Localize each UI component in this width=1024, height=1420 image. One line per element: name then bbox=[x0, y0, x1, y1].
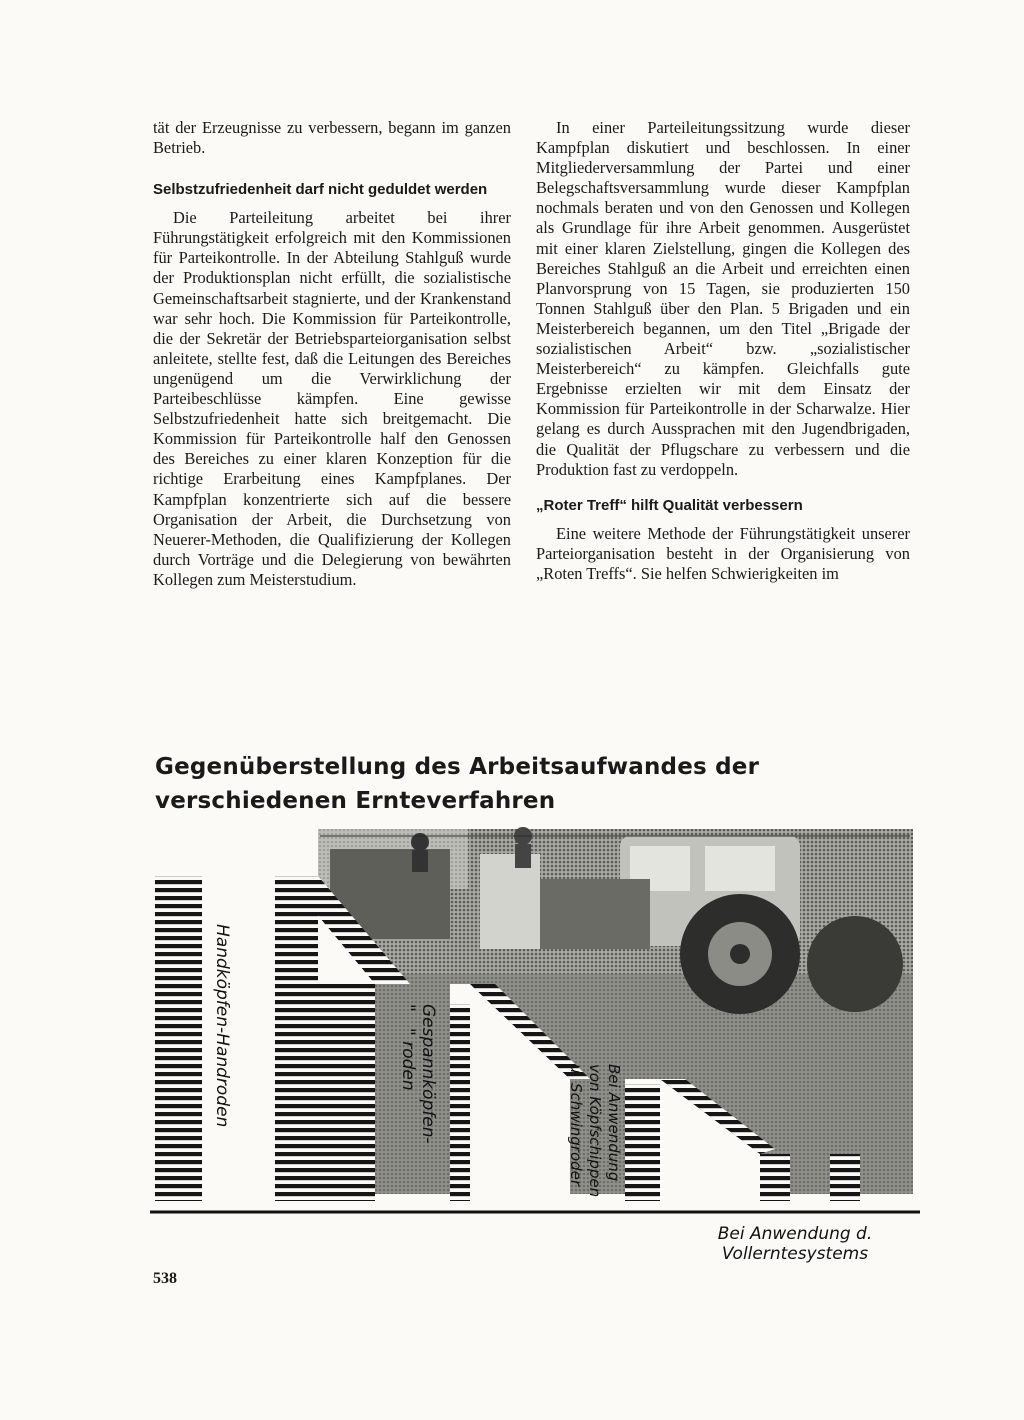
section-heading: Selbstzufriedenheit darf nicht geduldet werden bbox=[153, 181, 488, 199]
right-text-column bbox=[536, 118, 910, 584]
bar-label-hand: Handköpfen-Handroden bbox=[212, 924, 232, 1128]
figure-graphic bbox=[150, 824, 920, 1224]
paragraph: Die Parteileitung arbeitet bei ihrer Führungstätigkeit erfolgreich mit den Kommissionen für Parteikontrolle. In der Abteilung Stahlguß wurde der Produktionsplan nicht erfüllt, die sozialistische Gemeinschaftsarbeit stagnierte, und der Krankenstand war sehr hoch. Die Kommission für Parteikontrolle, die der Sekretär der Betriebsparteiorganisation selbst anleitete, stellte fest, daß die Leitungen des Bereiches ungenügend um die Verwirklichung der Parteibeschlüsse kämpfen. Eine gewisse Selbstzufriedenheit hatte sich breitgemacht. Die Kommission für Parteikontrolle half den Genossen des Bereiches zu einer klaren Konzeption für die richtige Erarbeitung eines Kampfplanes. Der Kampfplan konzentrierte sich auf die bessere Organisation der Arbeit, die Durchsetzung von Neuerer-Methoden, die Qualifizierung der Kollegen durch Vorträge und die Delegierung von bewährten Kollegen zum Meisterstudium. bbox=[153, 208, 511, 589]
harvest-comparison-figure bbox=[150, 824, 920, 1224]
paragraph: Eine weitere Methode der Führungstätigkeit unserer Parteiorganisation besteht in der Organisierung von „Roten Treffs“. Sie helfen Schwierigkeiten im bbox=[536, 523, 910, 583]
paragraph: tät der Erzeugnisse zu verbessern, begann im ganzen Betrieb. bbox=[153, 118, 511, 158]
section-heading: „Roter Treff“ hilft Qualität verbessern bbox=[536, 496, 803, 514]
figure-caption: Bei Anwendung d. Vollerntesystems bbox=[717, 1224, 873, 1264]
bar-4-stripes bbox=[625, 1084, 660, 1201]
paragraph: In einer Parteileitungssitzung wurde dieser Kampfplan diskutiert und beschlossen. In einer Mitgliederversammlung der Partei und einer Belegschaftsversammlung wurde dieser Kampfplan nochmals beraten und von den Genossen und Kollegen als Grundlage für ihre Arbeit genommen. Ausgerüstet mit einer klaren Zielstellung, gingen die Kollegen des Bereiches Stahlguß an die Arbeit und erreichten einen Planvorsprung von 15 Tagen, sie produzierten 150 Tonnen Stahlguß über den Plan. 5 Brigaden und ein Meisterbereich begannen, um den Titel „Brigade der sozialistischen Arbeit“ bzw. „sozialistischer Meisterbereich“ zu kämpfen. Gleichfalls gute Ergebnisse erzielten wir mit dem Einsatz der Kommission für Parteikontrolle in der Scharwalze. Hier gelang es durch Aussprachen mit den Jugendbrigaden, die Qualität der Pflugschare zu verbessern und die Produktion fast zu verdoppeln. bbox=[536, 118, 910, 479]
page-number: 538 bbox=[153, 1270, 177, 1287]
bar-5-stripes bbox=[760, 1154, 790, 1201]
bar-6-stripes bbox=[830, 1154, 860, 1201]
bar-3-stripes bbox=[450, 1004, 470, 1201]
left-text-column bbox=[153, 118, 511, 590]
bar-label-koepfschippen: Bei Anwendung von Köpfschippen u. Schwingroder bbox=[567, 1064, 623, 1198]
figure-title: Gegenüberstellung des Arbeitsaufwandes der verschiedenen Ernteverfahren bbox=[155, 754, 760, 814]
bar-1-stripes bbox=[155, 876, 202, 1201]
bar-label-gespann: Gespannköpfen- " " roden bbox=[398, 1004, 438, 1144]
